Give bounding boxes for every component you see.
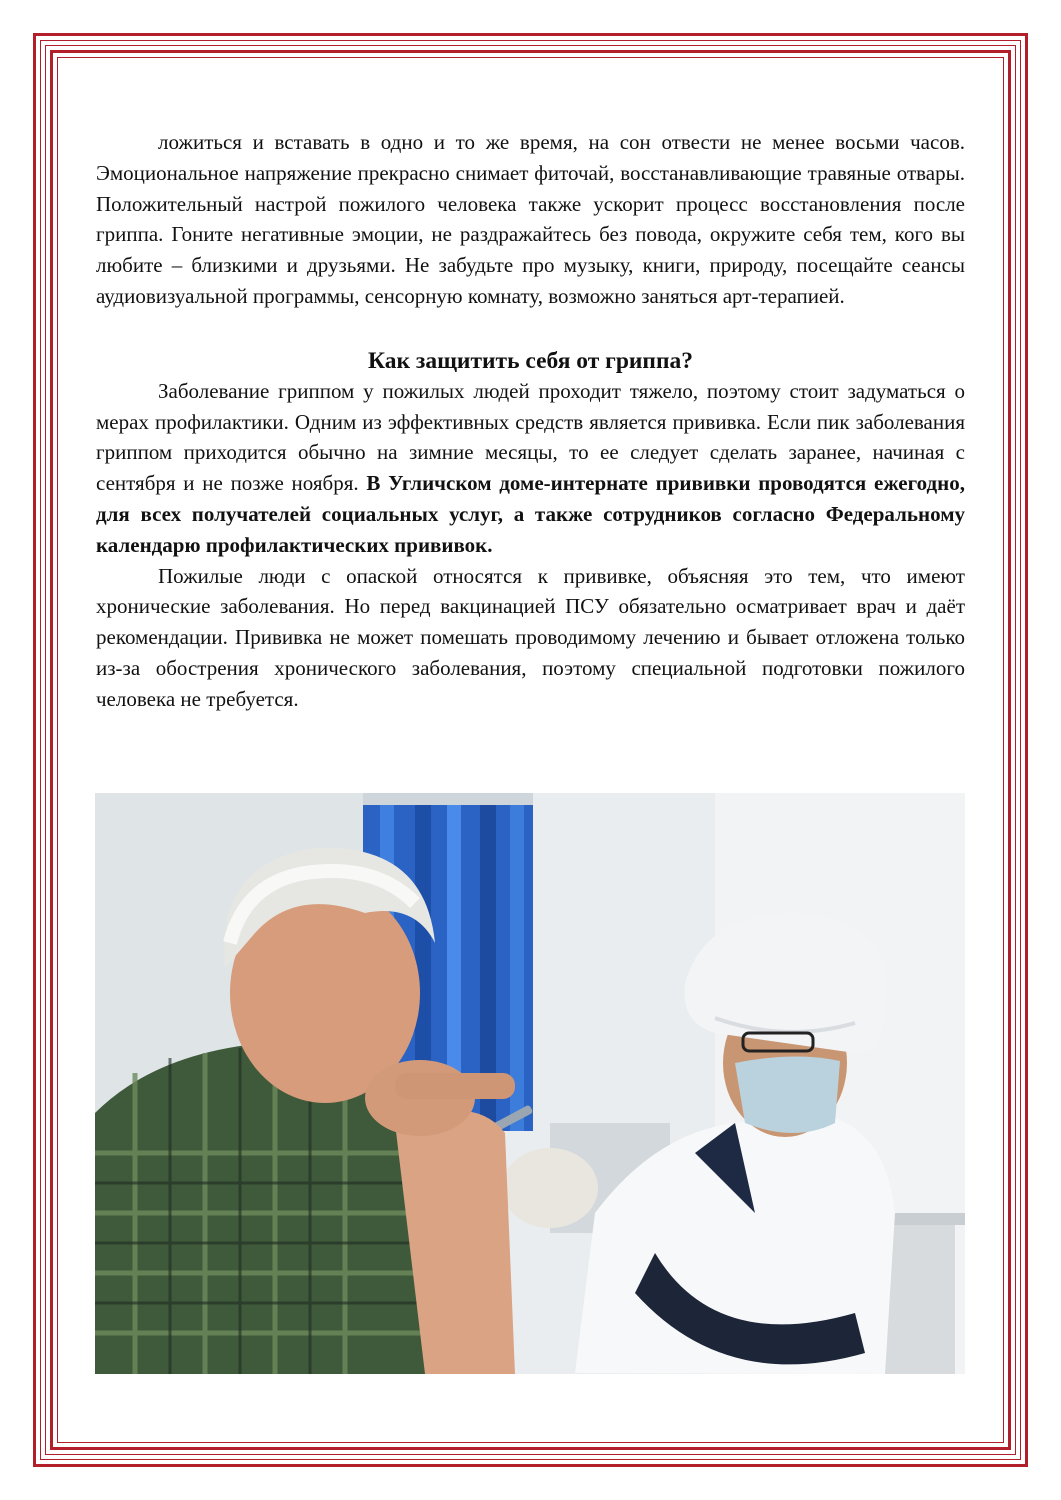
vaccination-photo bbox=[95, 793, 965, 1374]
paragraph-continuation: ложиться и вставать в одно и то же время, на сон отвести не менее восьми часов. Эмоциональное напряжение прекрасно снимает фиточай, восстанавливающие травяные отвары. Положительный настрой пожилого человека также ускорит процесс восстановления после гриппа. Гоните негативные эмоции, не раздражайтесь без повода, окружите себя тем, кого вы любите – близкими и друзьями. Не забудьте про музыку, книги, природу, посещайте сеансы аудиовизуальной программы, сенсорную комнату, возможно заняться арт-терапией. bbox=[96, 130, 965, 308]
section-heading: Как защитить себя от гриппа? bbox=[367, 347, 694, 374]
article-body bbox=[96, 127, 965, 715]
paragraph-prevention bbox=[96, 376, 965, 561]
paragraph-elderly: Пожилые люди с опаской относятся к прививке, объясняя это тем, что имеют хронические заболевания. Но перед вакцинацией ПСУ обязательно осматривает врач и даёт рекомендации. Прививка не может помешать проводимому лечению и бывает отложена только из-за обострения хронического заболевания, поэтому специальной подготовки пожилого человека не требуется. bbox=[96, 563, 965, 711]
prevention-text: Заболевание гриппом у пожилых людей проходит тяжело, поэтому стоит задуматься о мерах профилактики. Одним из эффективных средств является прививка. Если пик заболевания гриппом приходится обычно на зимние месяцы, то ее следует сделать заранее, начиная с сентября и не позже ноября. bbox=[96, 378, 965, 496]
prevention-bold-text: В Угличском доме-интернате прививки проводятся ежегодно, для всех получателей социальных услуг, а также сотрудников согласно Федеральному календарю профилактических прививок. bbox=[96, 471, 966, 557]
